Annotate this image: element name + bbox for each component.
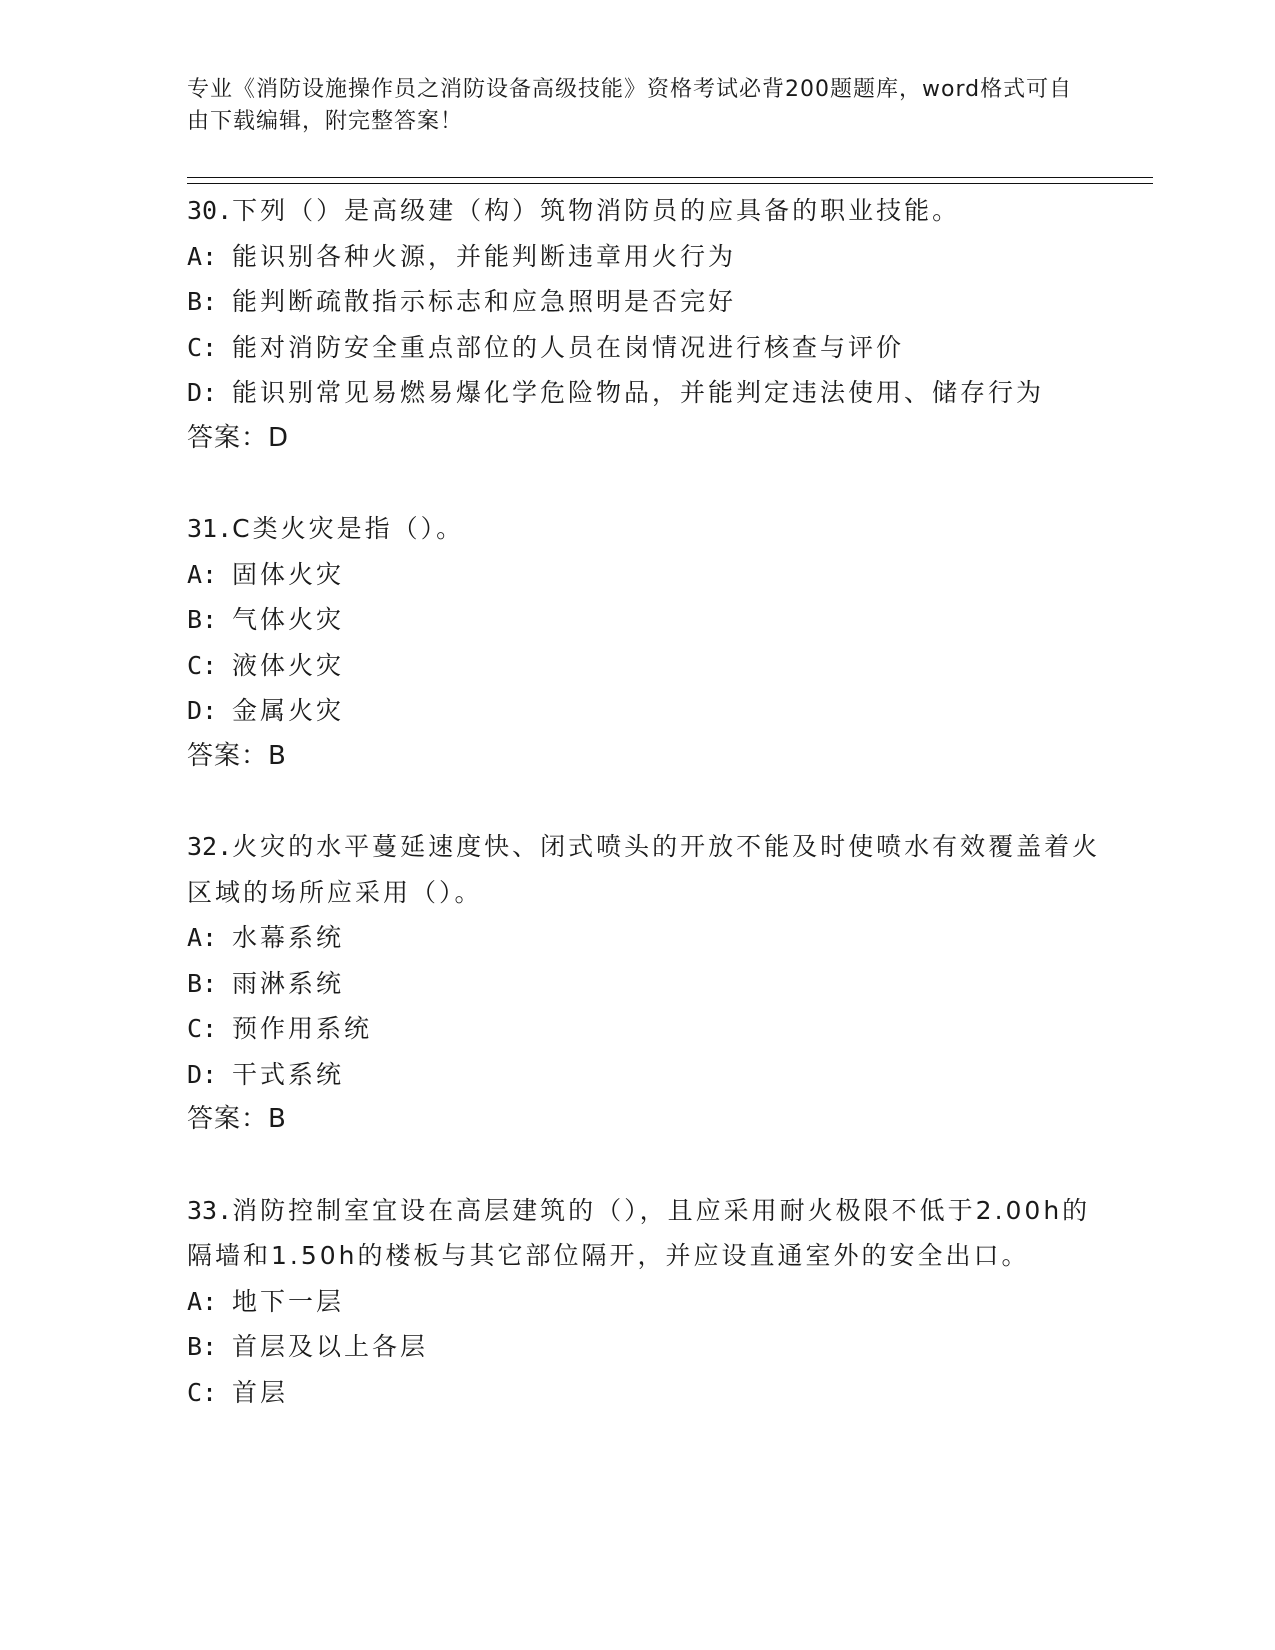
option-d (187, 370, 1107, 416)
option-key: A: (187, 1286, 218, 1316)
option-b (187, 597, 1107, 643)
option-text: 预作用系统 (232, 1014, 373, 1043)
answer-line: 答案：B (187, 740, 287, 771)
option-text: 固体火灾 (232, 559, 345, 589)
option-key: B: (187, 968, 218, 998)
option-key: A: (187, 923, 218, 952)
option-text: 地下一层 (232, 1286, 345, 1316)
header-divider-top (187, 177, 1153, 178)
answer-line: 答案：B (187, 1104, 287, 1134)
question-stem (187, 1188, 1107, 1279)
option-text: 金属火灾 (232, 696, 345, 725)
question-number: 33. (187, 1195, 233, 1225)
option-text: 干式系统 (232, 1059, 345, 1089)
question-30 (187, 188, 1107, 461)
question-number: 31. (187, 514, 233, 543)
answer-line: 答案：D (187, 422, 290, 453)
option-text: 气体火灾 (232, 605, 345, 634)
question-stem (187, 824, 1107, 915)
option-c (187, 643, 1107, 689)
option-text: 水幕系统 (232, 923, 345, 952)
option-c (187, 1006, 1107, 1052)
option-text: 首层 (232, 1377, 289, 1407)
option-c (187, 1370, 1107, 1416)
option-key: C: (187, 1377, 218, 1407)
option-b (187, 1324, 1107, 1370)
question-text: 火灾的水平蔓延速度快、闭式喷头的开放不能及时使喷水有效覆盖着火区域的场所应采用（）。 (187, 832, 1101, 907)
option-b (187, 279, 1107, 325)
option-d (187, 1052, 1107, 1098)
option-key: D: (187, 1059, 218, 1089)
option-text: 液体火灾 (232, 650, 345, 680)
option-b (187, 961, 1107, 1007)
document-header: 专业《消防设施操作员之消防设备高级技能》资格考试必背200题题库，word格式可自由下载编辑，附完整答案！ (187, 77, 1073, 134)
option-key: B: (187, 287, 218, 316)
option-text: 能识别各种火源，并能判断违章用火行为 (232, 241, 737, 271)
option-a (187, 915, 1107, 961)
option-d (187, 688, 1107, 734)
option-text: 雨淋系统 (232, 968, 345, 998)
option-a (187, 552, 1107, 598)
question-stem (187, 506, 1107, 552)
option-key: D: (187, 378, 218, 407)
option-text: 首层及以上各层 (232, 1332, 429, 1361)
question-list (187, 188, 1107, 1460)
question-31 (187, 506, 1107, 779)
option-key: D: (187, 696, 218, 725)
option-text: 能识别常见易燃易爆化学危险物品，并能判定违法使用、储存行为 (232, 378, 1045, 407)
question-32 (187, 824, 1107, 1143)
option-key: A: (187, 559, 218, 589)
option-key: C: (187, 1014, 218, 1043)
option-a (187, 234, 1107, 280)
option-key: B: (187, 1332, 218, 1361)
question-33 (187, 1188, 1107, 1416)
option-key: C: (187, 650, 218, 680)
question-stem (187, 188, 1107, 234)
option-key: B: (187, 605, 218, 634)
option-text: 能判断疏散指示标志和应急照明是否完好 (232, 287, 737, 316)
option-text: 能对消防安全重点部位的人员在岗情况进行核查与评价 (232, 332, 905, 362)
question-number: 32. (187, 832, 233, 861)
question-number: 30. (187, 196, 233, 225)
header-divider-bottom (187, 183, 1153, 184)
option-a (187, 1279, 1107, 1325)
question-text: 下列（）是高级建（构）筑物消防员的应具备的职业技能。 (232, 196, 961, 225)
question-text: C类火灾是指（）。 (232, 514, 465, 543)
question-text: 消防控制室宜设在高层建筑的（），且应采用耐火极限不低于2.00h的隔墙和1.50h的楼板与其它部位隔开，并应设直通室外的安全出口。 (187, 1195, 1091, 1270)
option-c (187, 325, 1107, 371)
option-key: A: (187, 241, 218, 271)
option-key: C: (187, 332, 218, 362)
